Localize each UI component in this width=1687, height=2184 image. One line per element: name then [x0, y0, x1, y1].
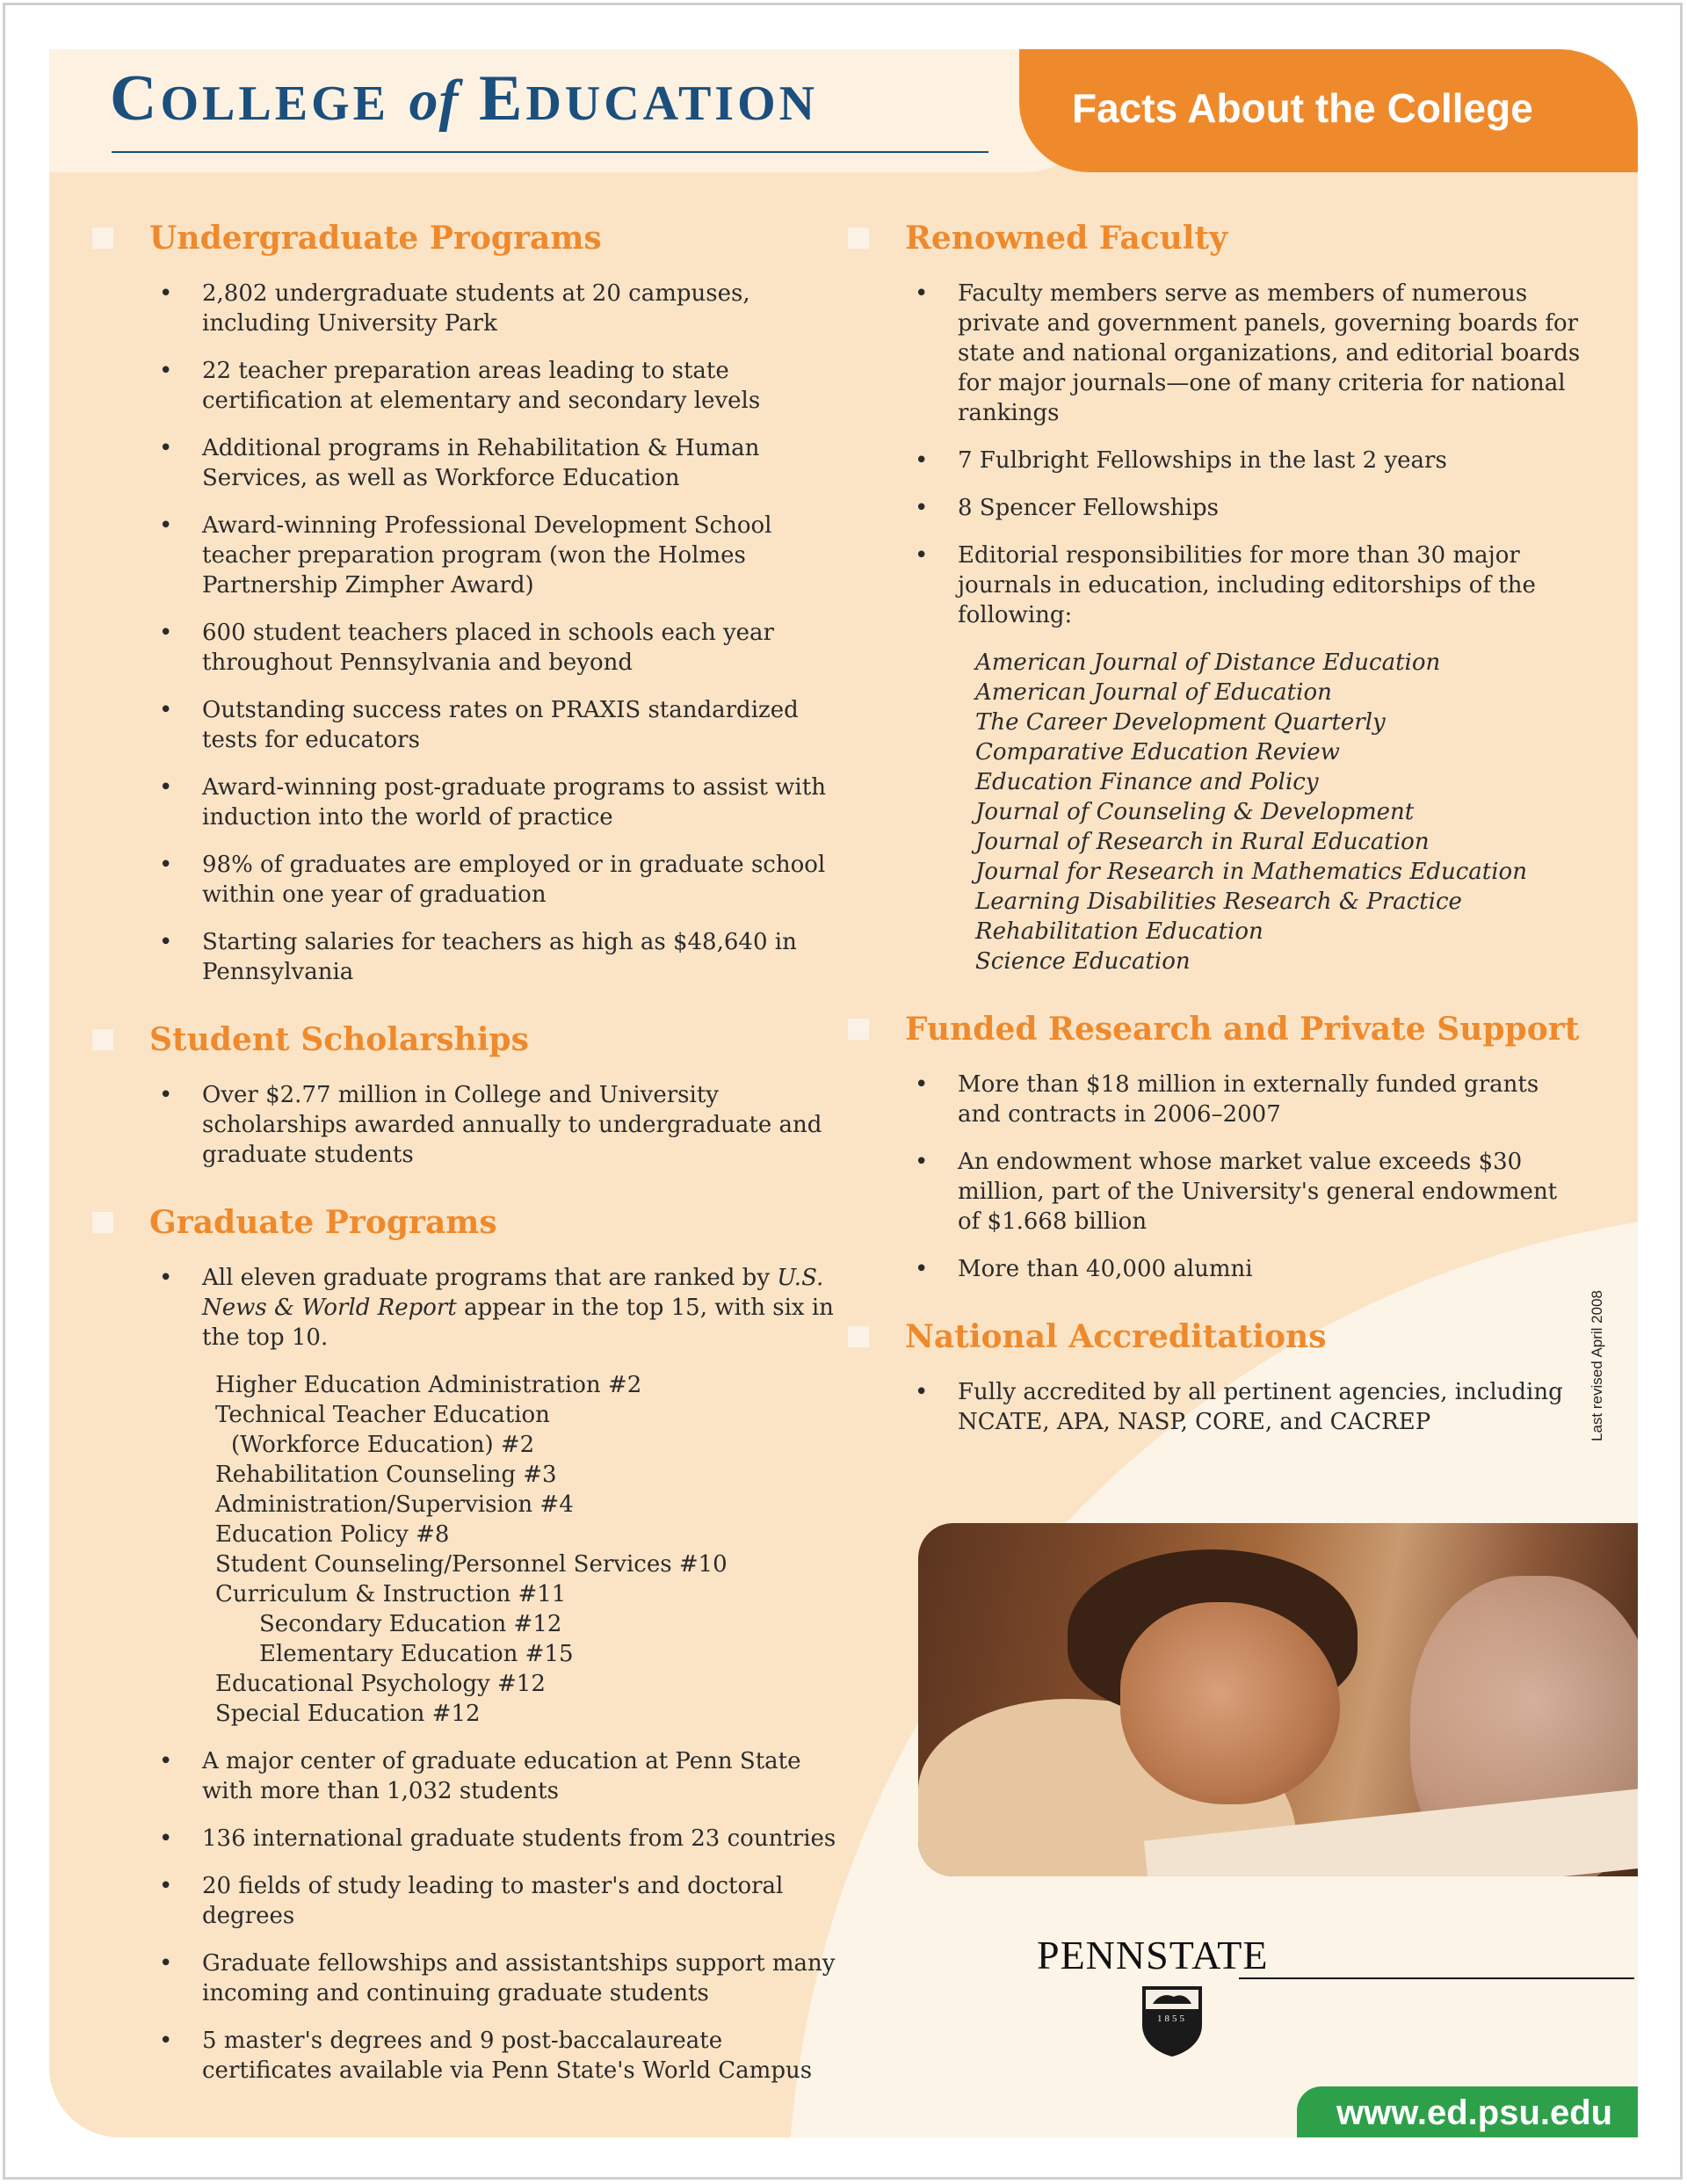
list-item: Rehabilitation Education [975, 918, 1263, 945]
list-item [92, 2026, 848, 2086]
square-bullet-icon [92, 1212, 113, 1233]
bullet-icon: • [915, 1379, 929, 1405]
pennstate-wordmark: PENNSTATE [1037, 1933, 1269, 1977]
list-item: Journal of Research in Rural Education [975, 829, 1430, 855]
list-item-text: More than 40,000 alumni [958, 1256, 1253, 1282]
list-item [92, 511, 848, 600]
bullet-icon: • [159, 1748, 173, 1774]
list-item-text: 2,802 undergraduate students at 20 campuses, including University Park [202, 280, 750, 337]
list-item-text: Award-winning Professional Development School teacher preparation program (won the Holmes Partnership Zimpher Award) [202, 512, 772, 599]
list-item-text: 136 international graduate students from 23 countries [202, 1825, 836, 1852]
list-item: Administration/Supervision #4 [215, 1491, 574, 1518]
list-item [92, 695, 848, 755]
list-item [92, 433, 848, 493]
bullet-icon: • [159, 620, 173, 646]
list-item [92, 773, 848, 832]
bullet-icon: • [159, 358, 173, 384]
accreditation-section [848, 1314, 1586, 1437]
undergraduate-section [92, 215, 848, 987]
bullet-icon: • [159, 2028, 173, 2054]
list-item [848, 1147, 1586, 1237]
section-heading: Funded Research and Private Support [848, 1006, 1586, 1052]
list-item: Education Finance and Policy [975, 769, 1319, 795]
bullet-icon: • [159, 697, 173, 723]
list-item-text: 98% of graduates are employed or in graduate school within one year of graduation [202, 852, 826, 908]
list-item: (Workforce Education) #2 [231, 1432, 535, 1458]
facts-tab [1019, 49, 1638, 172]
square-bullet-icon [848, 1326, 869, 1347]
website-link[interactable]: www.ed.psu.edu [1336, 2093, 1613, 2132]
logo-year: 1855 [1157, 2013, 1187, 2024]
bullet-icon: • [159, 1825, 173, 1852]
journal-list [848, 648, 1586, 976]
bullet-icon: • [915, 1071, 929, 1098]
list-item-text: Outstanding success rates on PRAXIS standardized tests for educators [202, 697, 799, 753]
logo-rule [1239, 1977, 1634, 1979]
graduate-list [92, 1746, 848, 2086]
list-item: Secondary Education #12 [259, 1611, 562, 1637]
college-title: COLLEGE of EDUCATION [110, 62, 819, 134]
list-item: • All eleven graduate programs that are ranked by U.S. News & World Report appear in the top 15, with six in the top 10. [159, 1265, 834, 1351]
bullet-icon: • [159, 512, 173, 539]
list-item [848, 279, 1586, 428]
funding-list [848, 1070, 1586, 1284]
bullet-icon: • [159, 1873, 173, 1899]
list-item-text: 22 teacher preparation areas leading to state certification at elementary and secondary levels [202, 358, 761, 414]
bullet-icon: • [915, 447, 929, 474]
undergraduate-list [92, 279, 848, 987]
faculty-section [848, 215, 1586, 976]
list-item: Rehabilitation Counseling #3 [215, 1462, 557, 1488]
section-heading: Renowned Faculty [848, 215, 1586, 261]
list-item-text: 7 Fulbright Fellowships in the last 2 years [958, 447, 1447, 474]
graduate-intro-list [92, 1263, 848, 1353]
list-item-text: An endowment whose market value exceeds $30 million, part of the University's general endowment of $1.668 billion [958, 1149, 1558, 1235]
list-item: Higher Education Administration #2 [215, 1372, 642, 1398]
list-item: Journal of Counseling & Development [975, 799, 1415, 825]
list-item-text: 5 master's degrees and 9 post-baccalaureate certificates available via Penn State's World Campus [202, 2028, 813, 2084]
section-heading: National Accreditations [848, 1314, 1586, 1360]
list-item: Education Policy #8 [215, 1521, 450, 1548]
funding-section [848, 1006, 1586, 1284]
bullet-icon: • [159, 1265, 173, 1291]
list-item [92, 356, 848, 416]
list-item [848, 446, 1586, 475]
list-item [92, 1080, 848, 1170]
list-item-text: More than $18 million in externally funded grants and contracts in 2006–2007 [958, 1071, 1539, 1128]
list-item [92, 1948, 848, 2008]
list-item [92, 1871, 848, 1931]
list-item [92, 927, 848, 987]
faculty-list [848, 279, 1586, 630]
list-item: Elementary Education #15 [259, 1641, 574, 1667]
students-photo [918, 1523, 1638, 1876]
bullet-icon: • [159, 1082, 173, 1108]
list-item: American Journal of Education [975, 679, 1332, 706]
bullet-icon: • [159, 435, 173, 461]
list-item [92, 1824, 848, 1854]
list-item [92, 850, 848, 910]
list-item [848, 493, 1586, 523]
graduate-rankings [92, 1370, 848, 1729]
scholarships-list [92, 1080, 848, 1170]
list-item: Technical Teacher Education [215, 1402, 550, 1428]
list-item-text: Editorial responsibilities for more than 30 major journals in education, including editorships of the following: [958, 542, 1536, 628]
pennstate-logo [1037, 1932, 1634, 2108]
bullet-icon: • [915, 495, 929, 521]
accreditation-list [848, 1377, 1586, 1437]
section-heading: Graduate Programs [92, 1200, 848, 1245]
list-item: American Journal of Distance Education [975, 649, 1441, 676]
square-bullet-icon [92, 228, 113, 249]
website-tab[interactable] [1297, 2086, 1638, 2137]
facts-tab-label: Facts About the College [1072, 85, 1533, 131]
list-item: Educational Psychology #12 [215, 1671, 546, 1697]
list-item-text: Faculty members serve as members of numerous private and government panels, governing boards for state and national organizations, and editorial boards for major journals—one of many criteria for national rankings [958, 280, 1581, 426]
list-item [848, 1377, 1586, 1437]
bullet-icon: • [915, 280, 929, 307]
list-item [92, 279, 848, 338]
list-item-text: A major center of graduate education at Penn State with more than 1,032 students [202, 1748, 801, 1804]
square-bullet-icon [848, 228, 869, 249]
bullet-icon: • [159, 280, 173, 307]
bullet-icon: • [159, 929, 173, 955]
list-item [848, 541, 1586, 630]
section-heading: Student Scholarships [92, 1017, 848, 1063]
list-item-text: Starting salaries for teachers as high as $48,640 in Pennsylvania [202, 929, 797, 985]
graduate-section [92, 1200, 848, 2086]
list-item: Student Counseling/Personnel Services #10 [215, 1551, 728, 1578]
square-bullet-icon [92, 1029, 113, 1050]
list-item: Curriculum & Instruction #11 [215, 1581, 567, 1607]
list-item [92, 1746, 848, 1806]
list-item: Science Education [975, 948, 1191, 975]
list-item [848, 1070, 1586, 1129]
bullet-icon: • [159, 1950, 173, 1977]
bullet-icon: • [159, 774, 173, 801]
list-item: Journal for Research in Mathematics Education [975, 859, 1527, 885]
list-item: The Career Development Quarterly [975, 709, 1386, 736]
shield-icon [1140, 1984, 1204, 2058]
revision-note: Last revised April 2008 [1589, 1290, 1605, 1441]
list-item-text: Over $2.77 million in College and University scholarships awarded annually to undergraduate and graduate students [202, 1082, 822, 1168]
list-item-text: Fully accredited by all pertinent agencies, including NCATE, APA, NASP, CORE, and CACREP [958, 1379, 1563, 1435]
bullet-icon: • [159, 852, 173, 878]
right-column [848, 215, 1586, 1437]
title-underline [112, 151, 988, 153]
list-item-text: 8 Spencer Fellowships [958, 495, 1219, 521]
list-item: Learning Disabilities Research & Practice [975, 889, 1462, 915]
list-item [848, 1254, 1586, 1284]
bullet-icon: • [915, 1256, 929, 1282]
square-bullet-icon [848, 1019, 869, 1040]
bullet-icon: • [915, 542, 929, 569]
left-column [92, 215, 848, 2086]
section-heading: Undergraduate Programs [92, 215, 848, 261]
list-item-text: Award-winning post-graduate programs to assist with induction into the world of practice [202, 774, 826, 831]
list-item: Comparative Education Review [975, 739, 1340, 765]
list-item-text: 600 student teachers placed in schools each year throughout Pennsylvania and beyond [202, 620, 774, 676]
list-item [92, 618, 848, 678]
list-item-text: Additional programs in Rehabilitation & Human Services, as well as Workforce Education [202, 435, 760, 491]
list-item: Special Education #12 [215, 1701, 481, 1727]
list-item-text: 20 fields of study leading to master's and doctoral degrees [202, 1873, 784, 1929]
list-item-text: Graduate fellowships and assistantships support many incoming and continuing graduate students [202, 1950, 836, 2006]
bullet-icon: • [915, 1149, 929, 1175]
scholarships-section [92, 1017, 848, 1170]
